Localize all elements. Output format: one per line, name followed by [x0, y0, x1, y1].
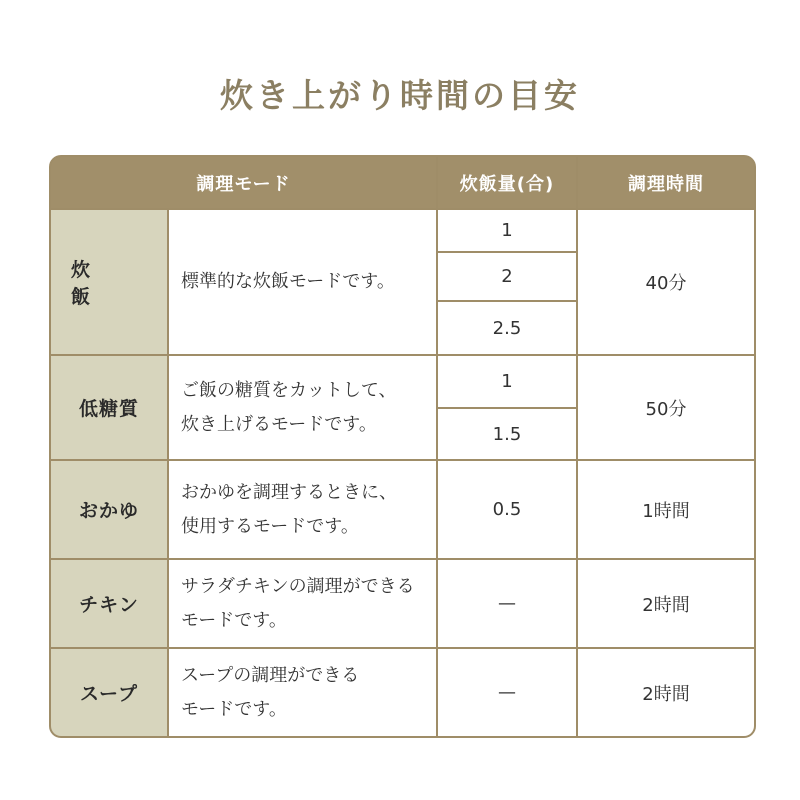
amount-cell: 2.5 [438, 302, 576, 354]
description-line: 使用するモードです。 [181, 515, 359, 537]
description-line: スープの調理ができる [181, 664, 360, 686]
description-cell [169, 461, 436, 558]
amount-cell: 1.5 [438, 409, 576, 459]
description-line: モードです。 [181, 609, 287, 631]
description-cell [169, 560, 436, 647]
amount-cell: — [438, 649, 576, 736]
mode-cell: チキン [51, 560, 167, 647]
description-cell [169, 356, 436, 459]
amount-cell: 1 [438, 210, 576, 251]
amount-cell: — [438, 560, 576, 647]
time-cell: 40分 [578, 210, 754, 354]
mode-cell: 炊 飯 [51, 210, 167, 354]
amount-cell: 1 [438, 356, 576, 407]
mode-cell: スープ [51, 649, 167, 736]
description-line: サラダチキンの調理ができる [181, 575, 415, 597]
amount-cell: 0.5 [438, 461, 576, 558]
amount-cell: 2 [438, 253, 576, 300]
mode-cell: おかゆ [51, 461, 167, 558]
page-title: 炊き上がり時間の目安 [220, 76, 580, 115]
description-line: 炊き上げるモードです。 [181, 413, 377, 435]
time-cell: 50分 [578, 356, 754, 459]
header-time: 調理時間 [578, 157, 754, 208]
time-cell: 2時間 [578, 649, 754, 736]
description-cell [169, 210, 436, 354]
time-cell: 1時間 [578, 461, 754, 558]
description-cell [169, 649, 436, 736]
description-line: ご飯の糖質をカットして、 [181, 379, 397, 401]
cooking-time-table [49, 155, 756, 738]
time-cell: 2時間 [578, 560, 754, 647]
mode-cell: 低糖質 [51, 356, 167, 459]
description-line: おかゆを調理するときに、 [181, 481, 397, 503]
description-line: モードです。 [181, 698, 287, 720]
header-amount: 炊飯量(合) [438, 157, 576, 208]
description-line: 標準的な炊飯モードです。 [181, 271, 395, 292]
header-mode: 調理モード [51, 157, 436, 208]
